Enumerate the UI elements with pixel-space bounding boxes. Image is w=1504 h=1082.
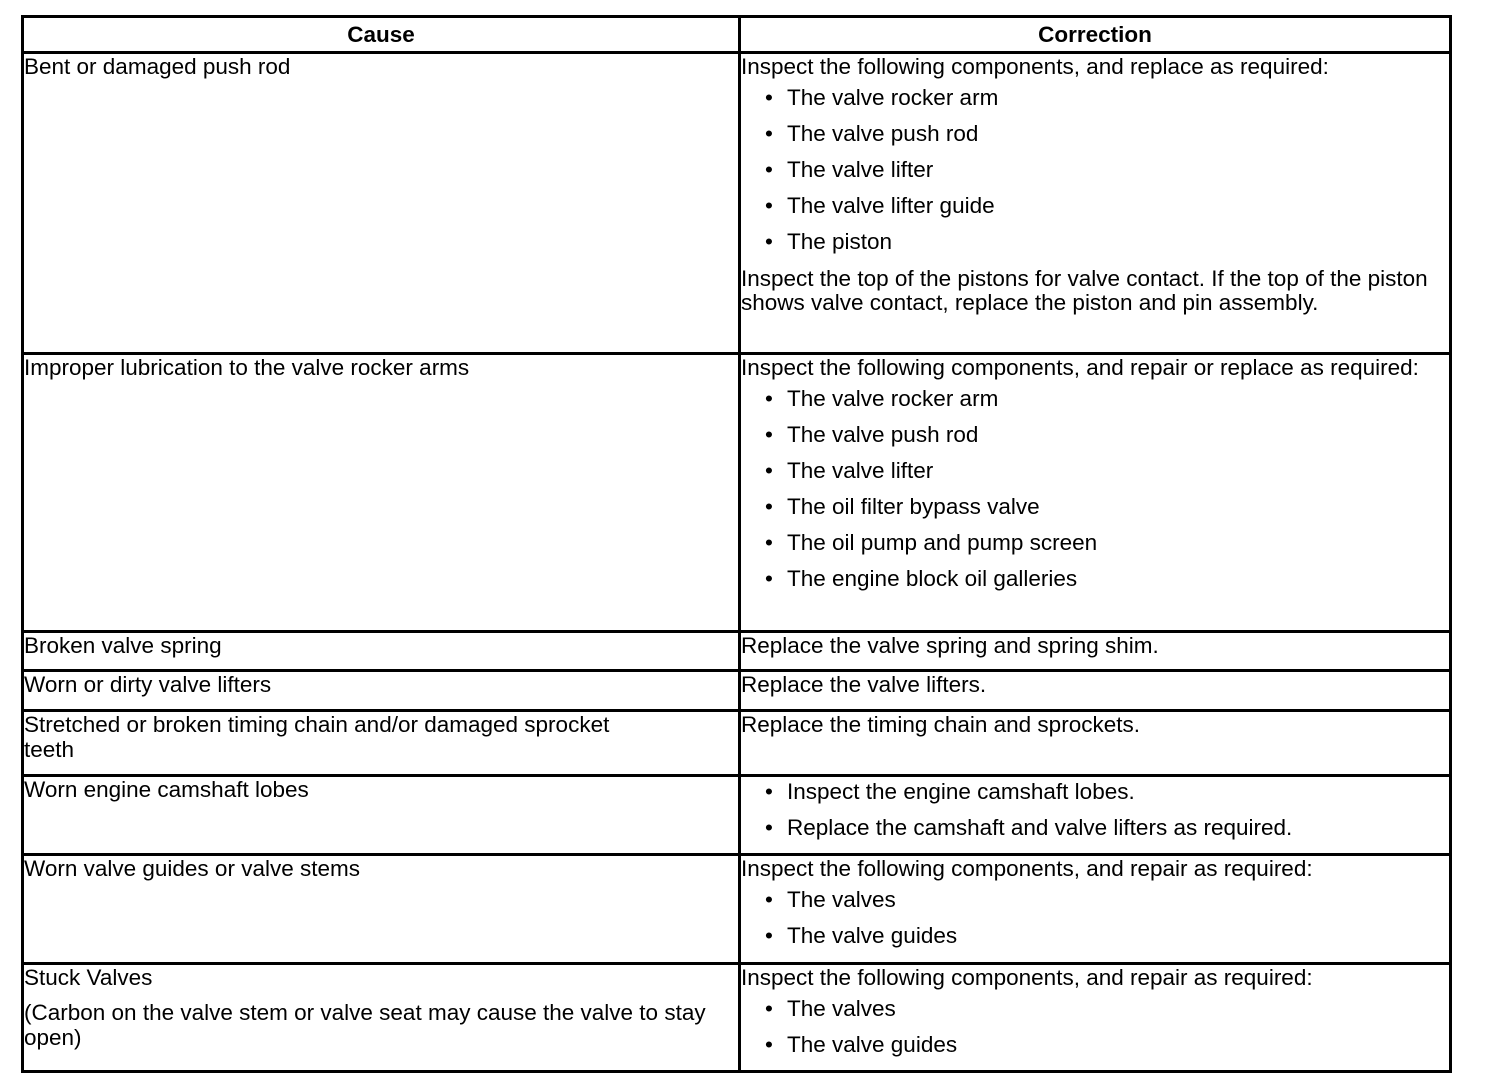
header-row: [23, 17, 1451, 53]
correction-note: Inspect the top of the pistons for valve contact. If the top of the piston shows valve contact, replace the piston and pin assembly.: [741, 266, 1428, 315]
list-item: • The valve lifter: [761, 456, 1449, 492]
list-item: • The valve guides: [761, 921, 1449, 957]
table-row: [23, 776, 1451, 855]
list-item: • Inspect the engine camshaft lobes.: [761, 777, 1449, 813]
list-item: • The piston: [761, 227, 1449, 263]
cause-text: Improper lubrication to the valve rocker arms: [24, 355, 470, 380]
table-row: [23, 855, 1451, 964]
correction-cell: [740, 711, 1451, 776]
correction-cell: [740, 354, 1451, 632]
table-row: [23, 964, 1451, 1072]
correction-cell: [740, 776, 1451, 855]
cause-cell: [23, 671, 740, 711]
correction-text: Replace the timing chain and sprockets.: [741, 712, 1140, 737]
cause-text: Broken valve spring: [24, 633, 222, 658]
component-list: [741, 994, 1449, 1066]
list-item: • The valve push rod: [761, 119, 1449, 155]
cause-text: Stuck Valves: [24, 965, 153, 990]
list-item: • The valve lifter: [761, 155, 1449, 191]
cause-correction-table: [21, 15, 1452, 1073]
correction-cell: [740, 632, 1451, 671]
cause-cell: [23, 711, 740, 776]
component-list: [741, 83, 1449, 263]
header-correction: Correction: [740, 17, 1451, 53]
cause-text: Worn or dirty valve lifters: [24, 672, 272, 697]
correction-intro: Inspect the following components, and replace as required:: [741, 54, 1329, 79]
correction-cell: [740, 671, 1451, 711]
list-item: • Replace the camshaft and valve lifters as required.: [761, 813, 1449, 849]
table-row: [23, 671, 1451, 711]
cause-cell: [23, 632, 740, 671]
table-row: [23, 53, 1451, 354]
list-item: • The valve guides: [761, 1030, 1449, 1066]
correction-intro: Inspect the following components, and repair as required:: [741, 856, 1313, 881]
correction-intro: Inspect the following components, and repair or replace as required:: [741, 355, 1419, 380]
correction-text: Replace the valve lifters.: [741, 672, 987, 697]
cause-cell: [23, 964, 740, 1072]
cause-text: Bent or damaged push rod: [24, 54, 291, 79]
list-item: • The valve push rod: [761, 420, 1449, 456]
list-item: • The valve lifter guide: [761, 191, 1449, 227]
table-row: [23, 354, 1451, 632]
correction-cell: [740, 964, 1451, 1072]
component-list: [741, 384, 1449, 600]
correction-text: Replace the valve spring and spring shim.: [741, 633, 1159, 658]
table-row: [23, 632, 1451, 671]
list-item: • The oil pump and pump screen: [761, 528, 1449, 564]
list-item: • The valve rocker arm: [761, 384, 1449, 420]
list-item: • The valve rocker arm: [761, 83, 1449, 119]
cause-cell: [23, 776, 740, 855]
cause-text: Stretched or broken timing chain and/or damaged sprocket teeth: [24, 712, 610, 762]
component-list: [741, 885, 1449, 957]
cause-note: (Carbon on the valve stem or valve seat may cause the valve to stay open): [24, 1000, 706, 1050]
table-row: [23, 711, 1451, 776]
list-item: • The oil filter bypass valve: [761, 492, 1449, 528]
cause-cell: [23, 855, 740, 964]
cause-text: Worn engine camshaft lobes: [24, 777, 309, 802]
correction-cell: [740, 53, 1451, 354]
correction-cell: [740, 855, 1451, 964]
list-item: • The valves: [761, 885, 1449, 921]
cause-cell: [23, 53, 740, 354]
action-list: [741, 777, 1449, 849]
header-cause: Cause: [23, 17, 740, 53]
list-item: • The valves: [761, 994, 1449, 1030]
cause-cell: [23, 354, 740, 632]
list-item: • The engine block oil galleries: [761, 564, 1449, 600]
cause-text: Worn valve guides or valve stems: [24, 856, 360, 881]
correction-intro: Inspect the following components, and repair as required:: [741, 965, 1313, 990]
